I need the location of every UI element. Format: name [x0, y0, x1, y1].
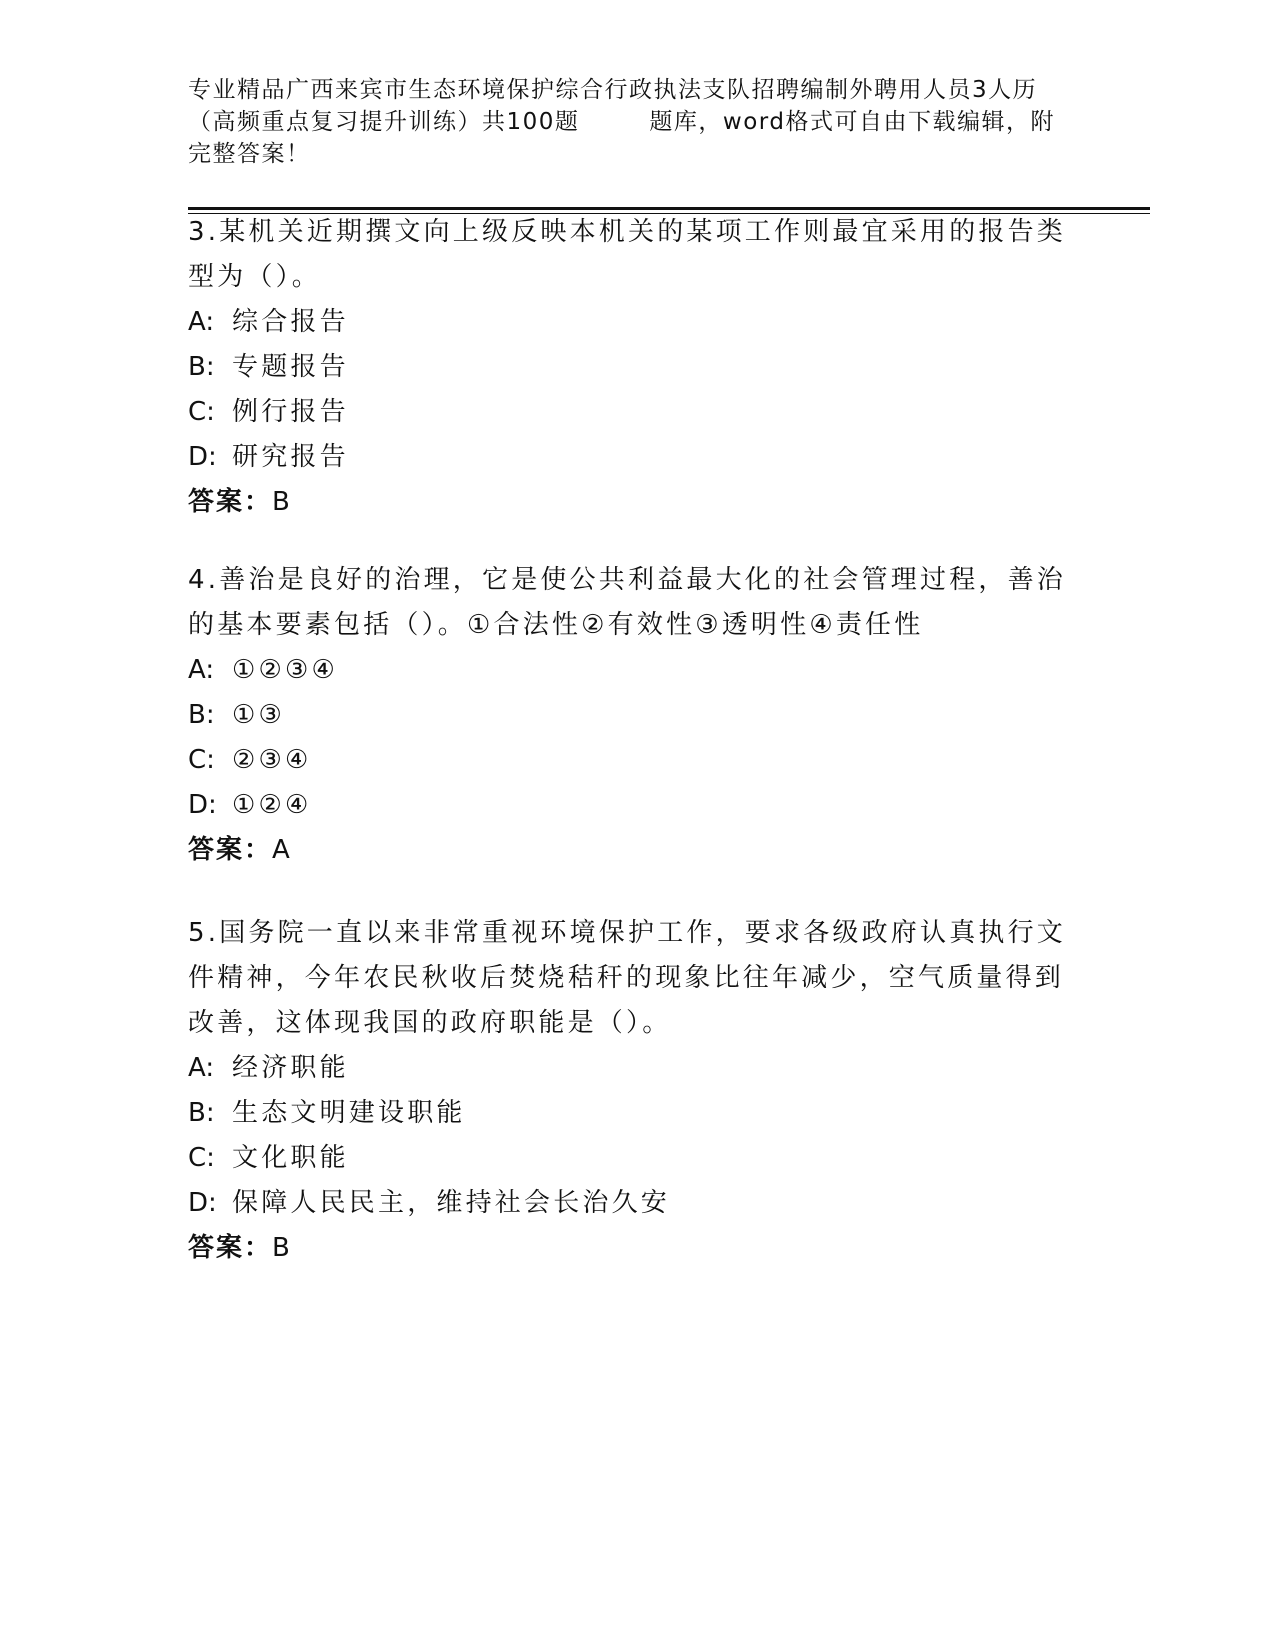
option-text: 保障人民民主，维持社会长治久安: [232, 1188, 671, 1218]
answer-label: 答案：: [188, 1233, 273, 1263]
option-key: B:: [188, 700, 215, 730]
option-key: C:: [188, 1143, 215, 1173]
option-key: A:: [188, 307, 215, 337]
question-stem: 3.某机关近期撰文向上级反映本机关的某项工作则最宜采用的报告类型为（）。: [188, 217, 1067, 292]
document-title-part2: 题库，word格式可自由下载编辑，附完整答案！: [188, 109, 1055, 167]
answer-value: B: [272, 487, 292, 517]
option-c: [188, 738, 1068, 783]
option-key: B:: [188, 1098, 215, 1128]
option-text: 综合报告: [232, 307, 349, 337]
document-title: [188, 74, 1058, 170]
question-block-3: [188, 210, 1068, 525]
answer-value: A: [272, 835, 292, 865]
option-d: [188, 435, 1068, 480]
answer-value: B: [272, 1233, 292, 1263]
option-d: [188, 783, 1068, 828]
option-text: 经济职能: [232, 1053, 349, 1083]
question-block-5: [188, 911, 1068, 1271]
option-key: D:: [188, 790, 217, 820]
option-key: C:: [188, 745, 215, 775]
option-key: A:: [188, 1053, 215, 1083]
option-key: D:: [188, 442, 217, 472]
option-b: [188, 345, 1068, 390]
option-c: [188, 1136, 1068, 1181]
option-a: [188, 648, 1068, 693]
answer-label: 答案：: [188, 835, 273, 865]
option-key: B:: [188, 352, 215, 382]
question-stem: 5.国务院一直以来非常重视环境保护工作，要求各级政府认真执行文件精神，今年农民秋收后焚烧秸秆的现象比往年减少，空气质量得到改善，这体现我国的政府职能是（）。: [188, 918, 1067, 1038]
answer-line: [188, 828, 1068, 873]
option-key: A:: [188, 655, 215, 685]
option-key: C:: [188, 397, 215, 427]
option-d: [188, 1181, 1068, 1226]
option-key: D:: [188, 1188, 217, 1218]
option-a: [188, 300, 1068, 345]
option-b: [188, 693, 1068, 738]
option-text: 研究报告: [232, 442, 349, 472]
question-stem: 4.善治是良好的治理，它是使公共利益最大化的社会管理过程，善治的基本要素包括（）。①合法性②有效性③透明性④责任性: [188, 565, 1067, 640]
option-text: ①②④: [232, 790, 312, 820]
option-text: ①②③④: [232, 655, 339, 685]
option-text: ①③: [232, 700, 286, 730]
option-text: 专题报告: [232, 352, 349, 382]
option-a: [188, 1046, 1068, 1091]
document-title-part1: 专业精品广西来宾市生态环境保护综合行政执法支队招聘编制外聘用人员3人历（高频重点复习提升训练）共100题: [188, 77, 1038, 135]
option-text: ②③④: [232, 745, 312, 775]
option-text: 生态文明建设职能: [232, 1098, 466, 1128]
option-c: [188, 390, 1068, 435]
answer-line: [188, 480, 1068, 525]
option-b: [188, 1091, 1068, 1136]
question-block-4: [188, 558, 1068, 873]
option-text: 例行报告: [232, 397, 349, 427]
option-text: 文化职能: [232, 1143, 349, 1173]
answer-line: [188, 1226, 1068, 1271]
answer-label: 答案：: [188, 487, 273, 517]
